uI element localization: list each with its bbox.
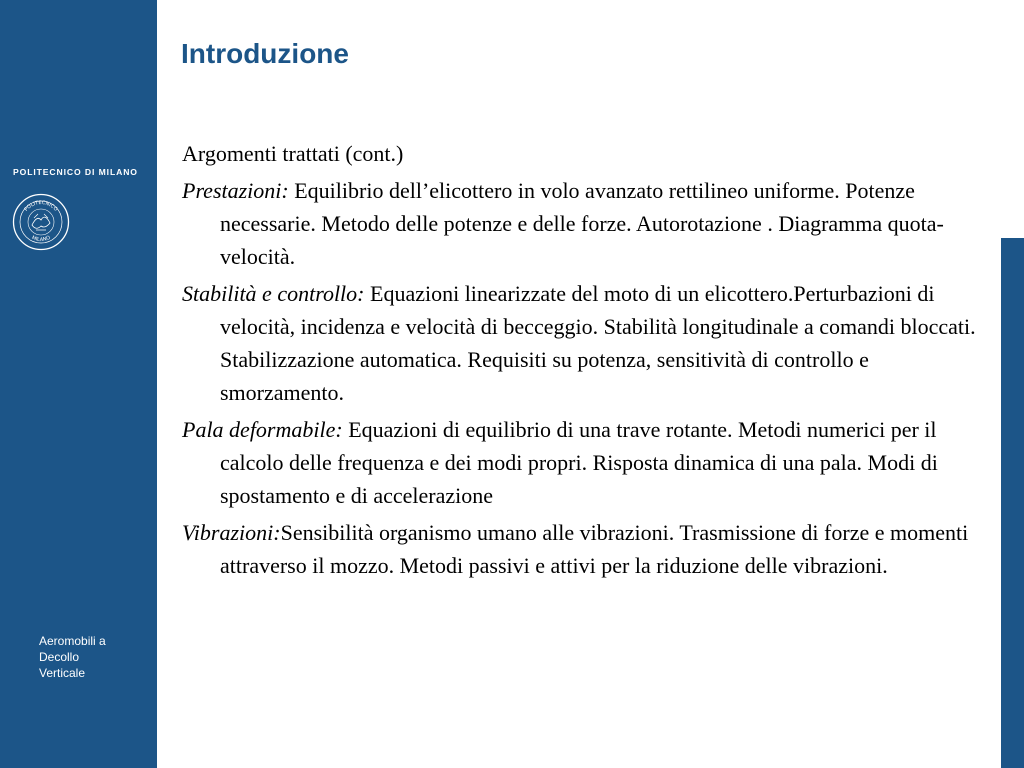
slide-title: Introduzione bbox=[181, 38, 349, 69]
topic-text: Equilibrio dell’elicottero in volo avanzato rettilineo uniforme. Potenze necessarie. Metodo delle potenze e delle forze. Autorotazione . Diagramma quota-velocità. bbox=[220, 178, 944, 269]
topic-label: Stabilità e controllo: bbox=[182, 281, 365, 306]
university-name: POLITECNICO DI MILANO bbox=[13, 167, 138, 177]
right-accent-bar bbox=[1001, 238, 1024, 768]
topic-stabilita bbox=[182, 277, 982, 409]
seal-top-text: POLITECNICO bbox=[23, 199, 59, 213]
left-sidebar bbox=[0, 0, 157, 768]
course-name-line: Verticale bbox=[39, 666, 86, 680]
topic-text: Equazioni di equilibrio di una trave rotante. Metodi numerici per il calcolo delle frequenza e dei modi propri. Risposta dinamica di una pala. Modi di spostamento e di accelerazione bbox=[220, 417, 938, 508]
svg-text:POLITECNICO bbox=[23, 200, 58, 213]
slide-intro: Argomenti trattati (cont.) bbox=[182, 141, 404, 166]
topic-label: Vibrazioni: bbox=[182, 520, 281, 545]
course-name-line: Decollo bbox=[39, 650, 80, 664]
topic-text: Sensibilità organismo umano alle vibrazioni. Trasmissione di forze e momenti attraverso il mozzo. Metodi passivi e attivi per la riduzione delle vibrazioni. bbox=[220, 520, 969, 578]
topic-text: Equazioni linearizzate del moto di un elicottero.Perturbazioni di velocità, incidenza e velocità di becceggio. Stabilità longitudinale a comandi bloccati. Stabilizzazione automatica. Requisiti su potenza, sensitività di controllo e smorzamento. bbox=[220, 281, 976, 405]
course-name bbox=[39, 633, 149, 681]
topic-vibrazioni bbox=[182, 516, 982, 582]
topic-label: Prestazioni: bbox=[182, 178, 289, 203]
course-name-line: Aeromobili a bbox=[39, 634, 106, 648]
politecnico-seal-icon bbox=[12, 193, 70, 251]
topic-pala-deformabile bbox=[182, 413, 982, 512]
slide-content bbox=[182, 137, 982, 586]
seal-bottom-text: MILANO bbox=[30, 234, 52, 244]
topic-label: Pala deformabile: bbox=[182, 417, 343, 442]
topic-prestazioni bbox=[182, 174, 982, 273]
